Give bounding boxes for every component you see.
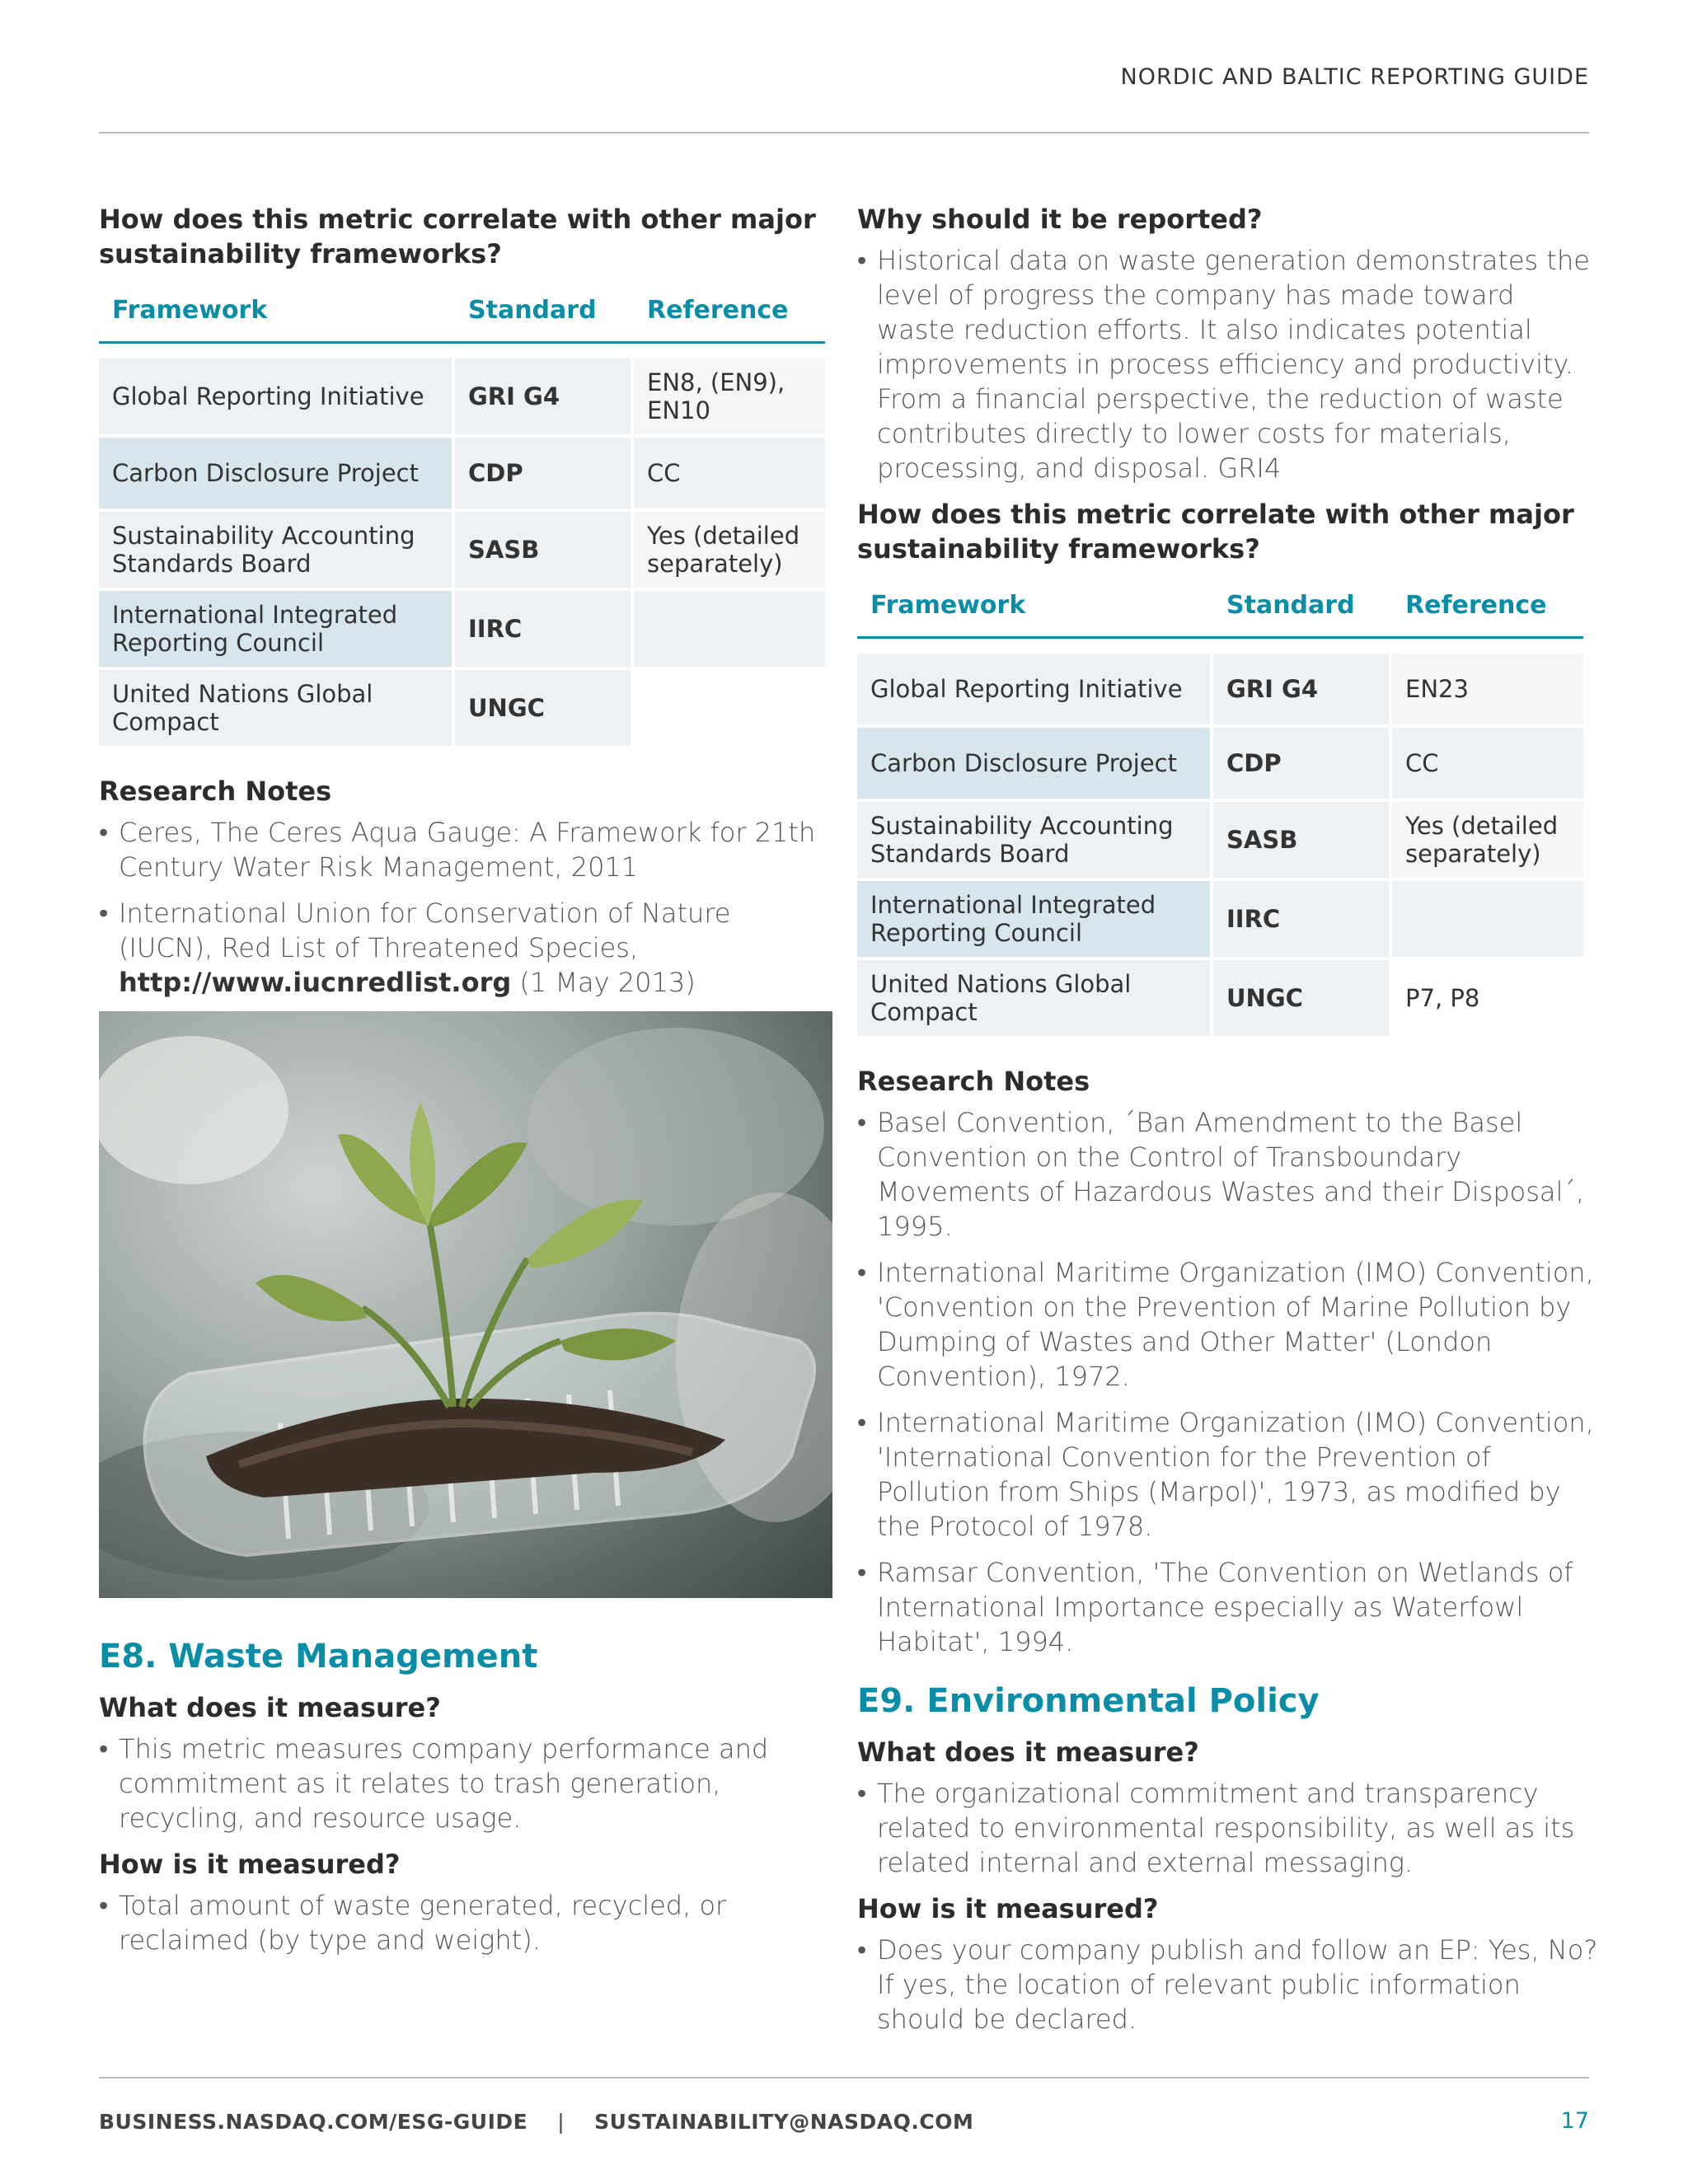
why-question: Why should it be reported? [857,204,1263,235]
left-column [99,202,832,1969]
list-item: • International Maritime Organization (IMO) Convention, 'International Convention for the Prevention of Pollution from Ships (Marpol)', 1973, as modified by the Protocol of 1978. [857,1405,1599,1544]
table-row [99,438,825,512]
table-cell: Carbon Disclosure Project [857,728,1213,802]
page-footer [99,2077,1589,2144]
table-row [857,960,1583,1039]
header-title: NORDIC AND BALTIC REPORTING GUIDE [1120,64,1589,90]
table-header: Standard [455,296,634,344]
table-header: Reference [634,296,825,344]
table-cell: Global Reporting Initiative [857,654,1213,728]
table-cell [1392,881,1583,960]
list-item: • International Maritime Organization (IMO) Convention, 'Convention on the Prevention of Marine Pollution by Dumping of Wastes and Other Matter' (London Convention), 1972. [857,1255,1599,1394]
table-header: Standard [1213,591,1392,639]
left-research-notes [99,815,832,1000]
right-column [857,202,1599,2048]
table-cell: United Nations Global Compact [857,960,1213,1039]
table-row [857,802,1583,881]
left-correlate-question: How does this metric correlate with other major sustainability frameworks? [99,204,816,269]
iucn-link[interactable]: http://www.iucnredlist.org [119,967,512,998]
table-cell: Sustainability Accounting Standards Board [99,512,455,591]
list-item: • Historical data on waste generation demonstrates the level of progress the company has made toward waste reduction efforts. It also indicates potential improvements in process efficiency and productivity. From a financial perspective, the reduction of waste contributes directly to lower costs for materials, processing, and disposal. GRI4 [857,243,1599,485]
table-cell: CDP [1213,728,1392,802]
table-header: Framework [857,591,1213,639]
list-item: • Basel Convention, ´Ban Amendment to the Basel Convention on the Control of Transboundary Movements of Hazardous Wastes and their Disposal´, 1995. [857,1105,1599,1244]
list-item: • Total amount of waste generated, recycled, or reclaimed (by type and weight). [99,1888,832,1957]
table-cell: International Integrated Reporting Council [857,881,1213,960]
e9-measure-question: What does it measure? [857,1736,1199,1768]
why-list [857,243,1599,485]
list-item: • Ramsar Convention, 'The Convention on Wetlands of International Importance especially as Waterfowl Habitat', 1994. [857,1555,1599,1659]
page-header [99,58,1589,134]
table-row [99,359,825,438]
e8-measure-question: What does it measure? [99,1692,441,1723]
right-research-notes [857,1105,1599,1659]
table-cell: GRI G4 [1213,654,1392,728]
table-cell: SASB [1213,802,1392,881]
table-cell: IIRC [1213,881,1392,960]
table-cell: CDP [455,438,634,512]
note-date: (1 May 2013) [511,967,696,998]
table-cell [634,591,825,670]
table-cell: UNGC [1213,960,1392,1039]
table-cell: United Nations Global Compact [99,670,455,749]
list-item: • The organizational commitment and transparency related to environmental responsibility, as well as its related internal and external messaging. [857,1776,1599,1880]
table-cell: CC [634,438,825,512]
footer-separator: | [557,2110,565,2134]
footer-links [99,2110,973,2134]
table-row [857,654,1583,728]
list-item: • This metric measures company performance and commitment as it relates to trash generation, recycling, and resource usage. [99,1732,832,1835]
footer-email-link[interactable]: SUSTAINABILITY@NASDAQ.COM [594,2110,974,2134]
table-cell: Sustainability Accounting Standards Board [857,802,1213,881]
table-header: Framework [99,296,455,344]
list-item [99,896,832,1000]
left-research-notes-title: Research Notes [99,776,332,807]
table-cell: GRI G4 [455,359,634,438]
e9-measure-list [857,1776,1599,1880]
e8-how-question: How is it measured? [99,1849,401,1880]
plant-illustration [99,1011,832,1598]
table-row [99,670,825,749]
right-research-notes-title: Research Notes [857,1066,1090,1097]
e8-measure-list [99,1732,832,1835]
e8-how-list [99,1888,832,1957]
table-row [857,881,1583,960]
table-cell: Global Reporting Initiative [99,359,455,438]
table-cell: EN23 [1392,654,1583,728]
table-cell: Yes (detailed separately) [634,512,825,591]
list-item: • Ceres, The Ceres Aqua Gauge: A Framework for 21th Century Water Risk Management, 2011 [99,815,832,884]
right-framework-table [857,591,1583,1039]
table-cell: EN8, (EN9), EN10 [634,359,825,438]
e9-how-question: How is it measured? [857,1893,1159,1924]
table-cell: CC [1392,728,1583,802]
table-cell [634,670,825,749]
table-row [857,728,1583,802]
table-cell: Yes (detailed separately) [1392,802,1583,881]
left-framework-table [99,296,825,749]
page-number: 17 [1560,2108,1589,2134]
e9-section-title: E9. Environmental Policy [857,1682,1320,1720]
table-cell: P7, P8 [1392,960,1583,1039]
footer-site-link[interactable]: BUSINESS.NASDAQ.COM/ESG-GUIDE [99,2110,528,2134]
table-row [99,512,825,591]
list-item: • Does your company publish and follow an EP: Yes, No? If yes, the location of relevant public information should be declared. [857,1933,1599,2036]
e9-how-list [857,1933,1599,2036]
table-cell: IIRC [455,591,634,670]
e8-section-title: E8. Waste Management [99,1638,538,1675]
plant-in-bottle-photo [99,1011,832,1598]
table-header: Reference [1392,591,1583,639]
table-cell: Carbon Disclosure Project [99,438,455,512]
table-cell: International Integrated Reporting Council [99,591,455,670]
table-cell: UNGC [455,670,634,749]
right-correlate-question: How does this metric correlate with other major sustainability frameworks? [857,499,1574,565]
table-cell: SASB [455,512,634,591]
table-row [99,591,825,670]
note-text: International Union for Conservation of Nature (IUCN), Red List of Threatened Species, [119,898,731,963]
